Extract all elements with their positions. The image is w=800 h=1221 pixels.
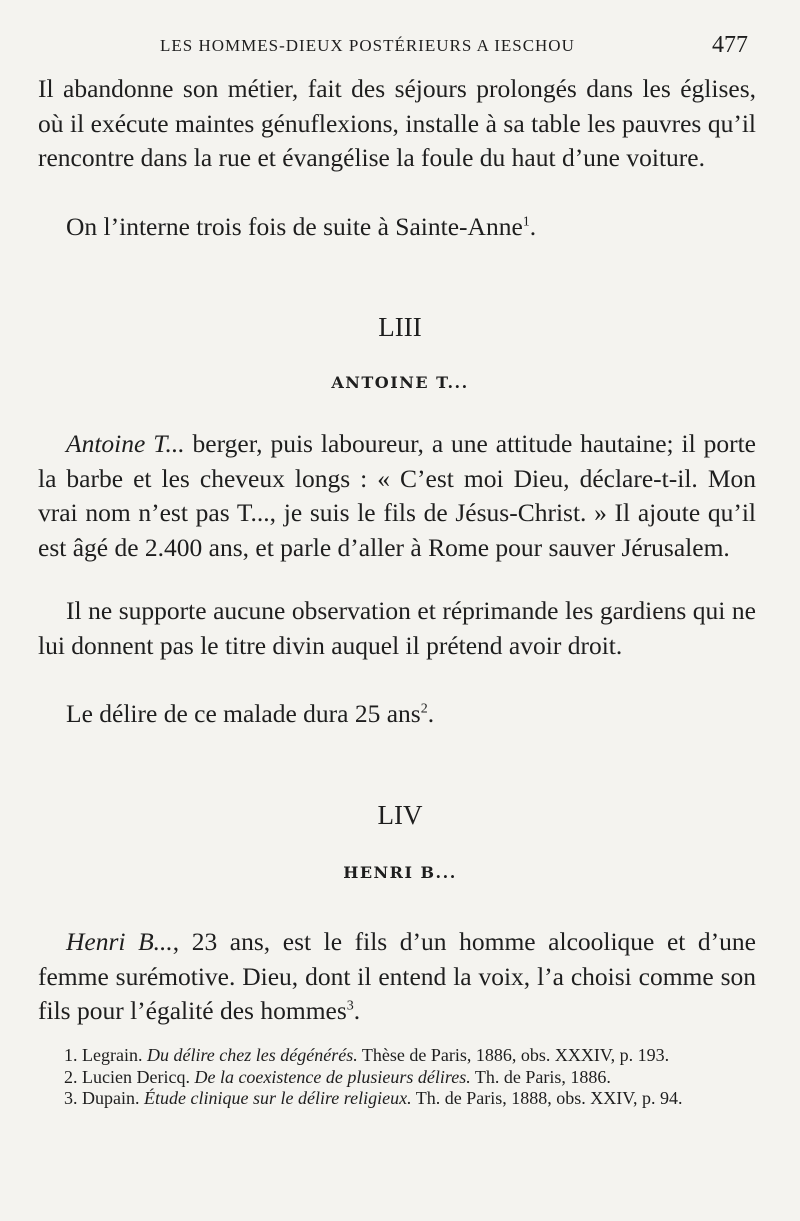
footnote-3-title: Étude clinique sur le délire religieux. bbox=[144, 1088, 412, 1108]
page-number: 477 bbox=[712, 32, 748, 58]
footnote-1-number: 1. bbox=[64, 1045, 78, 1065]
section-number-liv: LIV bbox=[377, 800, 423, 830]
footnote-2 bbox=[46, 1067, 762, 1089]
section-number-liii: LIII bbox=[378, 312, 422, 342]
footnote-2-title: De la coexistence de plusieurs délires. bbox=[194, 1066, 471, 1087]
liii-paragraph-1 bbox=[38, 427, 756, 565]
section-name-henri: HENRI B... bbox=[343, 863, 457, 882]
liv-paragraph-1-text: , 23 ans, est le fils d’un homme alcoolique et d’une femme surémotive. Dieu, dont il entend la voix, l’a choisi comme son fils pour l’égalité des hommes bbox=[38, 927, 756, 1025]
footnote-1-title: Du délire chez les dégénérés. bbox=[146, 1045, 358, 1065]
footnote-2-details: Th. de Paris, 1886. bbox=[474, 1066, 611, 1087]
footnote-2-number: 2. bbox=[64, 1066, 78, 1087]
liv-patient-name: Henri B... bbox=[66, 927, 173, 956]
footnote-3 bbox=[46, 1088, 762, 1110]
liii-paragraph-3-text: Le délire de ce malade dura 25 ans bbox=[66, 699, 421, 728]
intro-paragraph-2-end: . bbox=[529, 212, 537, 241]
liii-paragraph-1-text: berger, puis laboureur, a une attitude hautaine; il porte la barbe et les cheveux longs : « C’est moi Dieu, déclare-t-il. Mon vrai nom n’est pas T..., je suis le fils de Jésus-Christ. » Il ajoute qu’il est âgé de 2.400 ans, et parle d’aller à Rome pour sauver Jérusalem. bbox=[38, 429, 756, 562]
running-title: LES HOMMES-DIEUX POSTÉRIEURS A IESCHOU bbox=[160, 36, 575, 55]
footnote-1-details: Thèse de Paris, 1886, obs. XXXIV, p. 193. bbox=[361, 1045, 670, 1065]
footnote-1 bbox=[46, 1045, 762, 1067]
liii-patient-name: Antoine T... bbox=[66, 429, 185, 458]
liii-paragraph-2: Il ne supporte aucune observation et réprimande les gardiens qui ne lui donnent pas le titre divin auquel il prétend avoir droit. bbox=[38, 596, 756, 660]
footnote-2-author: Lucien Dericq. bbox=[82, 1066, 190, 1087]
liii-paragraph-3-end: . bbox=[427, 699, 435, 728]
liii-paragraph-3 bbox=[38, 697, 756, 732]
footnote-ref-1: 1 bbox=[522, 214, 530, 230]
footnotes bbox=[46, 1045, 762, 1110]
footnote-1-author: Legrain. bbox=[82, 1045, 143, 1065]
liv-paragraph-1 bbox=[38, 925, 756, 1029]
intro-paragraph-2-text: On l’interne trois fois de suite à Sainte-Anne bbox=[66, 212, 523, 241]
footnote-ref-2: 2 bbox=[420, 701, 428, 717]
intro-paragraph-2 bbox=[38, 210, 756, 245]
intro-paragraph-1: Il abandonne son métier, fait des séjours prolongés dans les églises, où il exécute maintes génuflexions, installe à sa table les pauvres qu’il rencontre dans la rue et évangélise la foule du haut d’une voiture. bbox=[38, 74, 756, 172]
section-name-antoine: ANTOINE T... bbox=[331, 373, 469, 392]
footnote-3-author: Dupain. bbox=[82, 1088, 140, 1108]
running-head bbox=[0, 32, 800, 60]
footnote-3-number: 3. bbox=[64, 1088, 78, 1108]
footnote-3-details: Th. de Paris, 1888, obs. XXIV, p. 94. bbox=[415, 1088, 683, 1108]
footnote-ref-3: 3 bbox=[346, 998, 354, 1014]
liv-paragraph-1-end: . bbox=[353, 996, 361, 1025]
